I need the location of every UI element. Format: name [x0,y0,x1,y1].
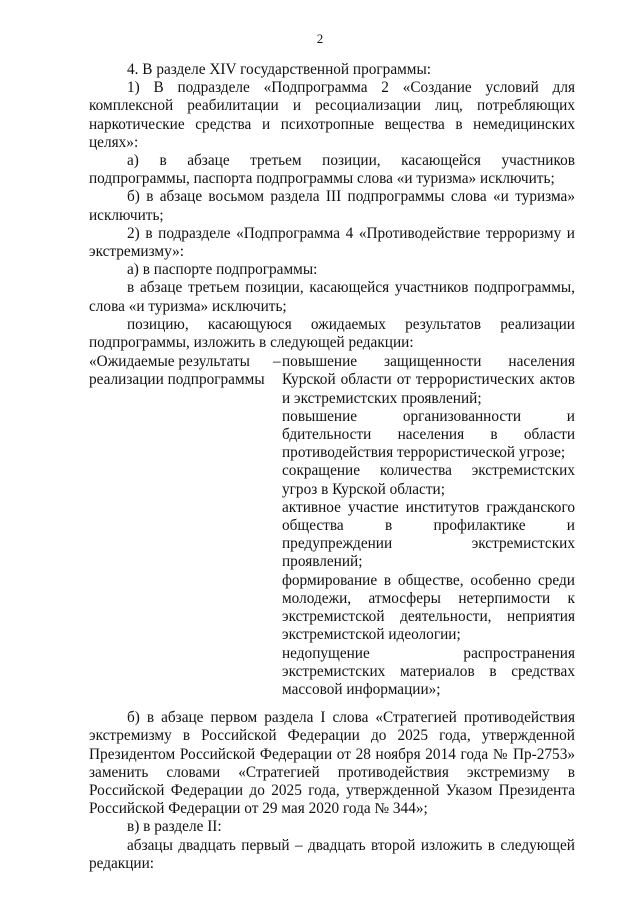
result-item: формирование в обществе, особенно среди молодежи, атмосферы нетерпимости к экстремистской деятельности, неприятия экстремистской идеологии; [282,571,575,644]
result-item: активное участие институтов гражданского общества в профилактике и предупреждении экстремистских проявлений; [282,498,575,571]
result-item: повышение защищенности населения Курской области от террористических актов и экстремистских проявлений; [282,353,575,407]
paragraph-item-b-section-i: б) в абзаце первом раздела I слова «Стратегией противодействия экстремизму в Российской Федерации до 2025 года, утвержденной Президентом Российской Федерации от 28 ноября 2014 года № Пр-2753» заменить словами «Стратегией противодействия экстремизму в Российской Федерации до 2025 года, утвержденной Указом Президента Российской Федерации от 29 мая 2020 года № 344»; [89,709,575,818]
expected-results-table [89,353,575,699]
paragraph-passport: а) в паспорте подпрограммы: [127,261,318,279]
paragraph-participants: в абзаце третьем позиции, касающейся участников подпрограммы, слова «и туризма» исключить; [89,279,575,315]
paragraph-item-c-section-ii: в) в разделе II: [127,818,222,836]
paragraph-section-xiv: 4. В разделе XIV государственной программы: [127,61,432,78]
result-item: сокращение количества экстремистских угроз в Курской области; [282,462,575,498]
paragraph-paragraphs-21-22: абзацы двадцать первый – двадцать второй изложить в следующей редакции: [89,836,575,872]
tail-section [89,709,575,873]
result-item: недопущение распространения экстремистских материалов в средствах массовой информации»; [282,644,575,698]
page-number: 2 [316,31,324,46]
paragraph-subprogram-2: 1) В подразделе «Подпрограмма 2 «Создание условий для комплексной реабилитации и ресоциализации лиц, потребляющих наркотические средства и психотропные вещества в немедицинских целях»: [89,79,575,151]
position-dash: – [273,353,281,371]
result-item: повышение организованности и бдительности населения в области противодействия террористической угрозе; [282,407,575,462]
table-row [89,353,575,699]
paragraph-expected-results: позицию, касающуюся ожидаемых результатов реализации подпрограммы, изложить в следующей редакции: [89,315,575,352]
position-values [282,353,575,699]
position-label: «Ожидаемые результаты реализации подпрограммы [89,353,265,389]
paragraph-item-b: б) в абзаце восьмом раздела III подпрограммы слова «и туризма» исключить; [89,188,575,224]
document-body [89,61,575,873]
paragraph-subprogram-4: 2) в подразделе «Подпрограмма 4 «Противодействие терроризму и экстремизму»: [89,224,575,261]
paragraph-item-a: а) в абзаце третьем позиции, касающейся участников подпрограммы, паспорта подпрограммы слова «и туризма» исключить; [89,152,575,188]
